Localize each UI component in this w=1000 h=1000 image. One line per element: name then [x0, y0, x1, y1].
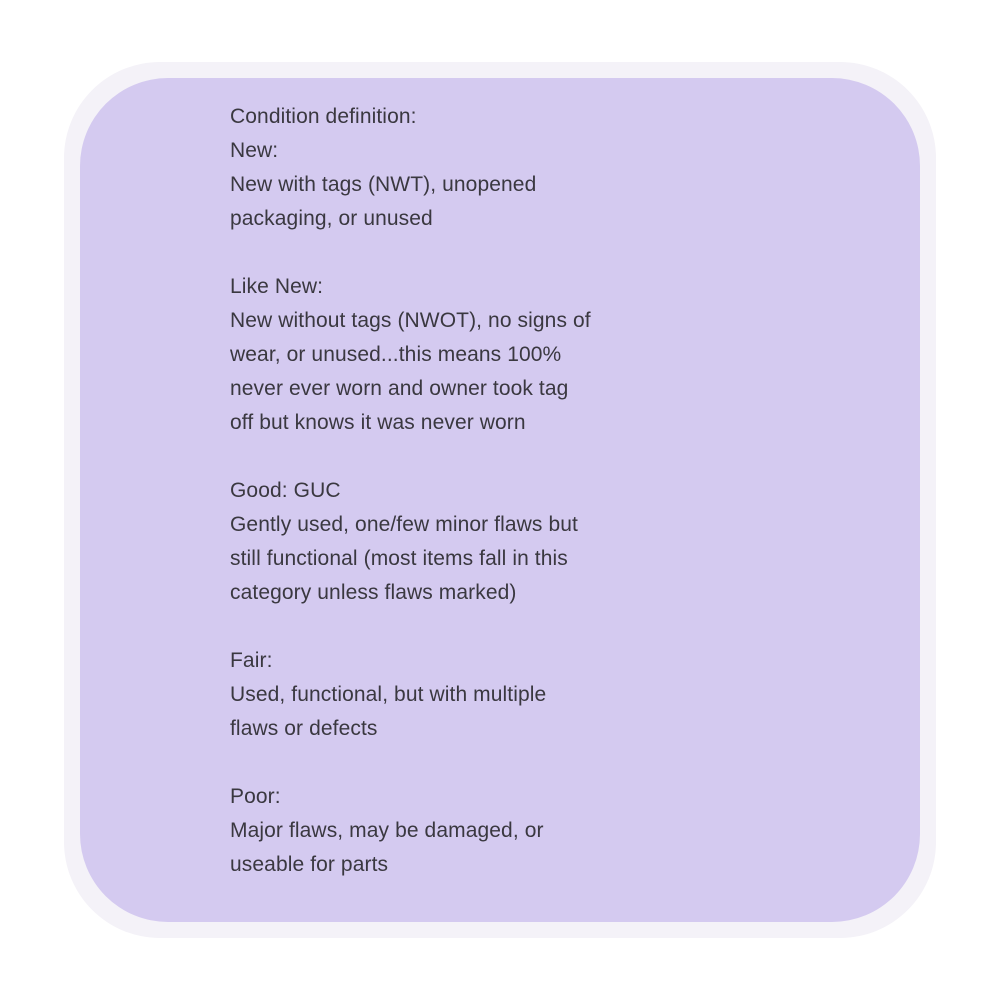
section-line: Used, functional, but with multiple [230, 683, 547, 706]
section-fair [230, 644, 850, 746]
section-line: packaging, or unused [230, 207, 433, 230]
section-title: New: [230, 139, 279, 162]
section-like-new [230, 270, 850, 440]
section-line: useable for parts [230, 853, 389, 876]
section-line: off but knows it was never worn [230, 411, 526, 434]
section-line: Gently used, one/few minor flaws but [230, 513, 578, 536]
section-title: Good: GUC [230, 479, 341, 502]
section-title: Fair: [230, 649, 273, 672]
section-line: Major flaws, may be damaged, or [230, 819, 544, 842]
note-text [230, 100, 850, 882]
section-line: never ever worn and owner took tag [230, 377, 569, 400]
section-line: wear, or unused...this means 100% [230, 343, 562, 366]
section-title: Poor: [230, 785, 281, 808]
section-line: New without tags (NWOT), no signs of [230, 309, 591, 332]
section-good [230, 474, 850, 610]
section-line: category unless flaws marked) [230, 581, 517, 604]
section-line: still functional (most items fall in this [230, 547, 568, 570]
section-new [230, 100, 850, 236]
section-line: New with tags (NWT), unopened [230, 173, 537, 196]
section-title: Like New: [230, 275, 324, 298]
section-poor [230, 780, 850, 882]
note-heading: Condition definition: [230, 105, 417, 128]
section-line: flaws or defects [230, 717, 378, 740]
